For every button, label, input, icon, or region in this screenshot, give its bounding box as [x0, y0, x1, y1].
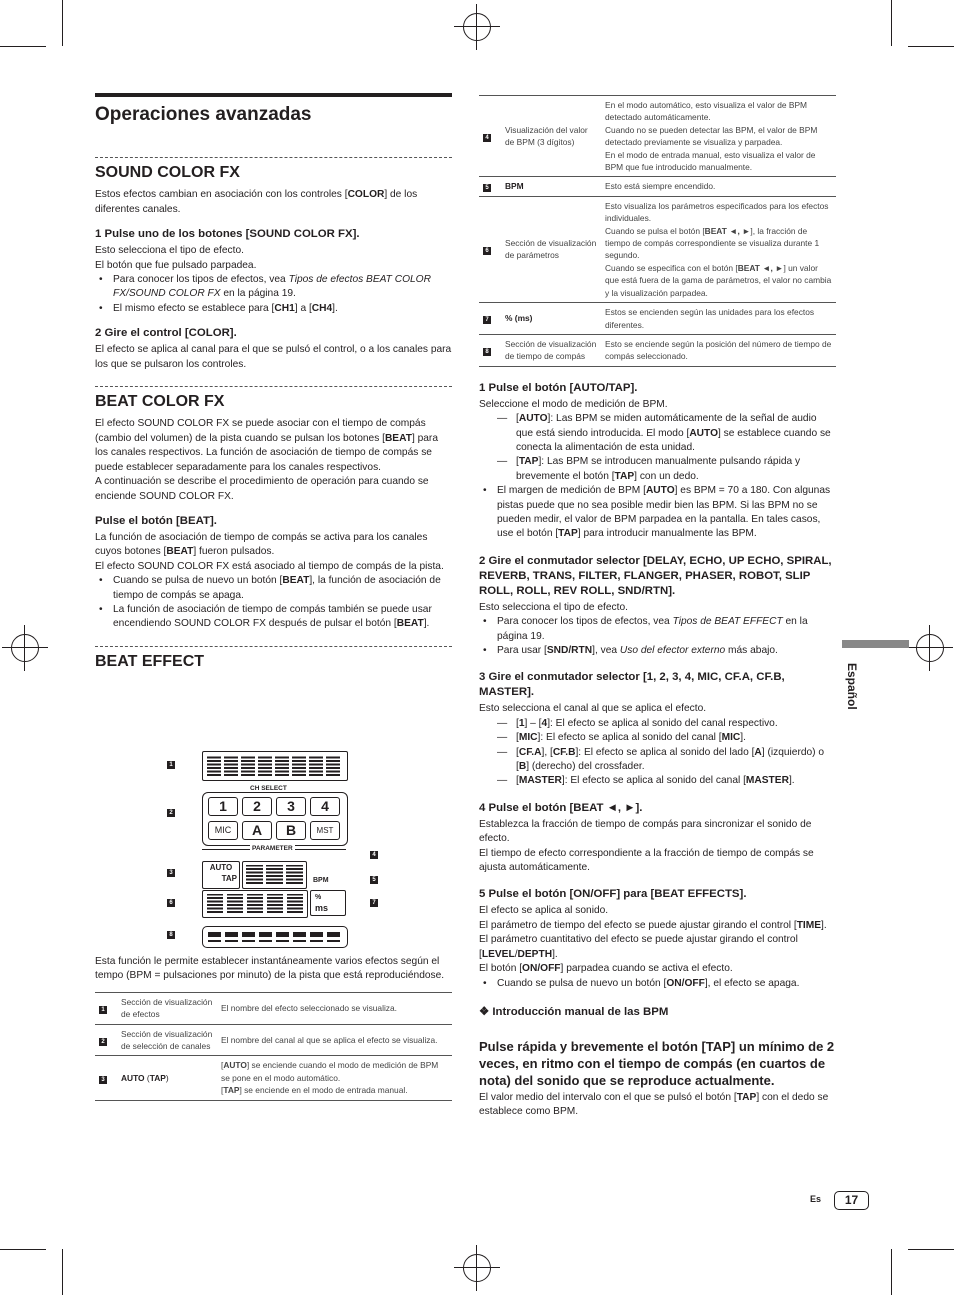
crop-mark	[0, 46, 46, 47]
table-row	[479, 96, 836, 177]
bpm-value-display	[242, 861, 307, 889]
auto-tap-title: 1 Pulse el botón [AUTO/TAP].	[479, 381, 638, 394]
cf-a-segment: A	[242, 821, 272, 840]
selector-bullet: • Para usar [SND/RTN], vea Uso del efector externo más abajo.	[479, 644, 836, 658]
row-name: % (ms)	[501, 303, 601, 335]
row-desc: Esto está siempre encendido.	[601, 177, 836, 196]
matrix-cell	[326, 755, 340, 776]
auto-label: AUTO	[209, 863, 233, 872]
channel-1-segment: 1	[208, 797, 238, 816]
row-name: Sección de visualización de selección de canales	[117, 1024, 217, 1056]
channel-2-segment: 2	[242, 797, 272, 816]
beat-effect-intro: Esta función le permite establecer instantáneamente varios efectos según el tempo (BPM = pulsaciones por minuto) de la pista que está reproduciéndose.	[95, 956, 445, 982]
selector-line: Esto selecciona el tipo de efecto.	[479, 601, 628, 613]
callout-7: 7	[370, 899, 378, 907]
onoff-title: 5 Pulse el botón [ON/OFF] para [BEAT EFFECTS].	[479, 888, 747, 901]
right-column	[479, 95, 836, 1120]
beat-color-fx-heading: BEAT COLOR FX	[95, 393, 225, 411]
crop-mark	[62, 0, 63, 46]
beat-effect-heading: BEAT EFFECT	[95, 652, 205, 670]
manual-bpm-title: Pulse rápida y brevemente el botón [TAP] un mínimo de 2 veces, en ritmo con el tiempo de compás (en cuartos de nota) del sonido que se reproduce actualmente.	[479, 1038, 835, 1088]
matrix-cell	[275, 755, 289, 776]
matrix-cell	[227, 894, 243, 913]
matrix-cell	[224, 755, 238, 776]
selector-bullet: • Para conocer los tipos de efectos, vea Tipos de BEAT EFFECT en la página 19.	[479, 615, 836, 644]
row-number: 3	[99, 1076, 107, 1084]
matrix-cell	[247, 894, 263, 913]
row-number: 4	[483, 134, 491, 142]
channel-dash: — [MASTER]: El efecto se aplica al sonido del canal [MASTER].	[479, 774, 836, 788]
beat-color-fx-para: El efecto SOUND COLOR FX se puede asociar con el tiempo de compás (cambio del volumen) de la pista cuando se pulsan los botones [BEAT] para los canales respectivos. La función de asociación de tiempo de compás se puede establecer separadamente para los canales respectivos.	[95, 418, 438, 473]
sound-color-fx-intro: Estos efectos cambian en asociación con los controles [COLOR] de los diferentes canales.	[95, 189, 418, 215]
auto-tap-line: Seleccione el modo de medición de BPM.	[479, 398, 668, 410]
beat-segment	[259, 940, 272, 942]
sound-color-fx-heading: SOUND COLOR FX	[95, 164, 240, 181]
beat-segment	[293, 932, 306, 937]
row-desc: [AUTO] se enciende cuando el modo de medición de BPM se pone en el modo automático. [TAP] se enciende en el modo de entrada manual.	[217, 1056, 452, 1100]
beat-button-line: El efecto SOUND COLOR FX está asociado al tiempo de compás de la pista.	[95, 560, 444, 572]
row-desc: Esto se enciende según la posición del número de tiempo de compás seleccionado.	[601, 334, 836, 366]
registration-mark	[915, 633, 945, 663]
crop-mark	[62, 1249, 63, 1295]
beat-segment	[259, 932, 272, 937]
callout-3: 3	[167, 869, 175, 877]
sound-step1-bullet: • Para conocer los tipos de efectos, vea Tipos de efectos BEAT COLOR FX/SOUND COLOR FX en la página 19.	[95, 273, 452, 302]
beat-effect-table-right	[479, 95, 836, 367]
sound-step1-bullet: • El mismo efecto se establece para [CH1] a [CH4].	[95, 302, 452, 316]
beat-segment	[225, 940, 238, 942]
beat-effect-lower	[95, 955, 452, 1101]
beat-segment	[208, 932, 221, 937]
lang-code: Es	[810, 1194, 822, 1204]
table-row	[479, 196, 836, 302]
row-number: 2	[99, 1038, 107, 1046]
auto-tap-indicator	[202, 861, 240, 889]
matrix-cell	[241, 755, 255, 776]
crop-mark	[0, 1249, 46, 1250]
ch-select-label: CH SELECT	[250, 785, 287, 792]
row-name: BPM	[501, 177, 601, 196]
callout-2: 2	[167, 809, 175, 817]
row-name: Sección de visualización de tiempo de compás	[501, 334, 601, 366]
selector-title: 2 Gire el conmutador selector [DELAY, ECHO, UP ECHO, SPIRAL, REVERB, TRANS, FILTER, FLANGER, PHASER, ROBOT, SLIP ROLL, ROLL, REV ROLL, SND/RTN].	[479, 554, 832, 597]
beat-segment	[276, 940, 289, 942]
table-row	[95, 992, 452, 1024]
beat-button-bullet: • La función de asociación de tiempo de compás también se puede usar encendiendo SOUND COLOR FX después de pulsar el botón [BEAT].	[95, 603, 452, 632]
beat-lr-title: 4 Pulse el botón [BEAT ◄, ►].	[479, 801, 643, 814]
beat-button-line: La función de asociación de tiempo de compás se activa para los canales cuyos botones [BEAT] fueron pulsados.	[95, 531, 428, 558]
manual-bpm-heading: ❖ Introducción manual de las BPM	[479, 1005, 669, 1018]
callout-1: 1	[167, 761, 175, 769]
callout-8: 8	[167, 931, 175, 939]
beat-position-display	[202, 926, 348, 948]
sound-step1-line: El botón que fue pulsado parpadea.	[95, 259, 257, 271]
auto-tap-dash: — [AUTO]: Las BPM se miden automáticamente de la señal de audio que está siendo introducida. El modo [AUTO] se establece cuando se conecta la alimentación de esta unidad.	[479, 412, 836, 455]
crop-mark	[908, 1249, 954, 1250]
row-name: AUTO (TAP)	[117, 1056, 217, 1100]
language-tab	[842, 640, 909, 648]
table-row	[95, 1024, 452, 1056]
manual-bpm-line: El valor medio del intervalo con el que se pulsó el botón [TAP] con el dedo se establece como BPM.	[479, 1091, 829, 1118]
row-name: Sección de visualización de efectos	[117, 992, 217, 1024]
registration-mark	[462, 12, 492, 42]
channel-select-display	[202, 792, 348, 846]
page-number: 17	[834, 1191, 869, 1210]
beat-button-bullet: • Cuando se pulsa de nuevo un botón [BEAT], la función de asociación de tiempo de compás se apaga.	[95, 574, 452, 603]
channel-line: Esto selecciona el canal al que se aplica el efecto.	[479, 703, 707, 715]
registration-mark	[462, 1253, 492, 1283]
parameter-display	[202, 890, 308, 918]
parameter-label: PARAMETER	[252, 845, 293, 852]
matrix-cell	[286, 865, 303, 884]
bpm-label: BPM	[313, 877, 329, 884]
channel-3-segment: 3	[276, 797, 306, 816]
row-number: 8	[483, 348, 491, 356]
beat-effect-display-diagram	[165, 748, 385, 953]
crop-mark	[908, 46, 954, 47]
channel-dash: — [MIC]: El efecto se aplica al sonido del canal [MIC].	[479, 731, 836, 745]
matrix-cell	[207, 894, 223, 913]
beat-lr-line: Establezca la fracción de tiempo de compás para sincronizar el sonido de efecto.	[479, 818, 812, 845]
unit-indicator	[310, 890, 346, 916]
cf-b-segment: B	[276, 821, 306, 840]
matrix-cell	[246, 865, 263, 884]
table-row	[479, 334, 836, 366]
auto-tap-dash: — [TAP]: Las BPM se introducen manualmente pulsando rápida y brevemente el botón [TAP] con un dedo.	[479, 455, 836, 484]
auto-tap-bullet: • El margen de medición de BPM [AUTO] es BPM = 70 a 180. Con algunas pistas puede que no sea posible medir bien las BPM. Si las BPM no se pueden medir, el valor de BPM parpadea en la pantalla. En tales casos, use el botón [TAP] para introducir manualmente las BPM.	[479, 484, 836, 542]
row-desc: Estos se encienden según las unidades para los efectos diferentes.	[601, 303, 836, 335]
beat-segment	[242, 940, 255, 942]
beat-segment	[327, 940, 340, 942]
callout-6: 6	[167, 899, 175, 907]
master-segment: MST	[310, 821, 340, 840]
table-row	[95, 1056, 452, 1100]
row-desc: Esto visualiza los parámetros especificados para los efectos individuales. Cuando se pulsa el botón [BEAT ◄, ►], la fracción de tiempo de compás correspondiente se visualiza durante 1 segundo. Cuando se especifica con el botón [BEAT ◄, ►] un valor que está fuera de la gama de parámetros, el valor no cambia y la visualización parpadea.	[601, 196, 836, 302]
beat-segment	[310, 932, 323, 937]
beat-segment	[242, 932, 255, 937]
channel-title: 3 Gire el conmutador selector [1, 2, 3, 4, MIC, CF.A, CF.B, MASTER].	[479, 671, 785, 699]
percent-label: %	[315, 894, 322, 901]
row-name: Sección de visualización de parámetros	[501, 196, 601, 302]
beat-segment	[276, 932, 289, 937]
registration-mark	[10, 633, 40, 663]
matrix-cell	[267, 894, 283, 913]
beat-color-fx-para: A continuación se describe el procedimiento de operación para cuando se enciende SOUND COLOR FX.	[95, 476, 429, 502]
beat-effect-table-left	[95, 992, 452, 1101]
channel-4-segment: 4	[310, 797, 340, 816]
row-number: 1	[99, 1006, 107, 1014]
effect-display	[202, 751, 348, 781]
sound-step2-line: El efecto se aplica al canal para el que se pulsó el control, o a los canales para los que se pulsaron los controles.	[95, 344, 452, 370]
row-desc: En el modo automático, esto visualiza el valor de BPM detectado automáticamente. Cuando no se pueden detectar las BPM, el valor de BPM detectado previamente se visualiza y parpadea. En el modo de entrada manual, esto visualiza el valor de BPM que fue introducido manualmente.	[601, 96, 836, 177]
sound-step2-title: 2 Gire el control [COLOR].	[95, 327, 237, 340]
beat-segment	[310, 940, 323, 942]
onoff-line: El botón [ON/OFF] parpadea cuando se activa el efecto.	[479, 963, 733, 975]
table-row	[479, 303, 836, 335]
matrix-cell	[292, 755, 306, 776]
ms-label: ms	[315, 903, 329, 913]
matrix-cell	[266, 865, 283, 884]
beat-lr-line: El tiempo de efecto correspondiente a la fracción de tiempo de compás se ajusta automáticamente.	[479, 847, 814, 874]
beat-segment	[293, 940, 306, 942]
matrix-cell	[287, 894, 303, 913]
row-number: 6	[483, 247, 491, 255]
sound-step1-line: Esto selecciona el tipo de efecto.	[95, 245, 244, 257]
table-row	[479, 177, 836, 196]
page-title: Operaciones avanzadas	[95, 104, 312, 125]
channel-dash: — [1] – [4]: El efecto se aplica al sonido del canal respectivo.	[479, 717, 836, 731]
beat-segment	[225, 932, 238, 937]
matrix-cell	[258, 755, 272, 776]
language-label: Español	[845, 663, 859, 710]
sound-step1-title: 1 Pulse uno de los botones [SOUND COLOR FX].	[95, 228, 360, 241]
callout-4: 4	[370, 851, 378, 859]
row-number: 7	[483, 316, 491, 324]
onoff-line: El parámetro de tiempo del efecto se puede ajustar girando el control [TIME].	[479, 919, 827, 931]
row-name: Visualización del valor de BPM (3 dígitos)	[501, 96, 601, 177]
crop-mark	[891, 1249, 892, 1295]
row-desc: El nombre del efecto seleccionado se visualiza.	[217, 992, 452, 1024]
left-column	[95, 93, 452, 677]
onoff-line: El parámetro cuantitativo del efecto se puede ajustar girando el control [LEVEL/DEPTH].	[479, 934, 798, 960]
channel-dash: — [CF.A], [CF.B]: El efecto se aplica al sonido del lado [A] (izquierdo) o [B] (derecho) del crossfader.	[479, 746, 836, 775]
beat-button-title: Pulse el botón [BEAT].	[95, 514, 217, 527]
matrix-cell	[309, 755, 323, 776]
callout-5: 5	[370, 876, 378, 884]
crop-mark	[891, 0, 892, 46]
mic-segment: MIC	[208, 821, 238, 840]
beat-segment	[208, 940, 221, 942]
matrix-cell	[207, 755, 221, 776]
row-number: 5	[483, 184, 491, 192]
onoff-line: El efecto se aplica al sonido.	[479, 905, 609, 917]
beat-segment	[327, 932, 340, 937]
tap-label: TAP	[221, 874, 237, 883]
row-desc: El nombre del canal al que se aplica el efecto se visualiza.	[217, 1024, 452, 1056]
onoff-bullet: • Cuando se pulsa de nuevo un botón [ON/OFF], el efecto se apaga.	[479, 977, 836, 991]
